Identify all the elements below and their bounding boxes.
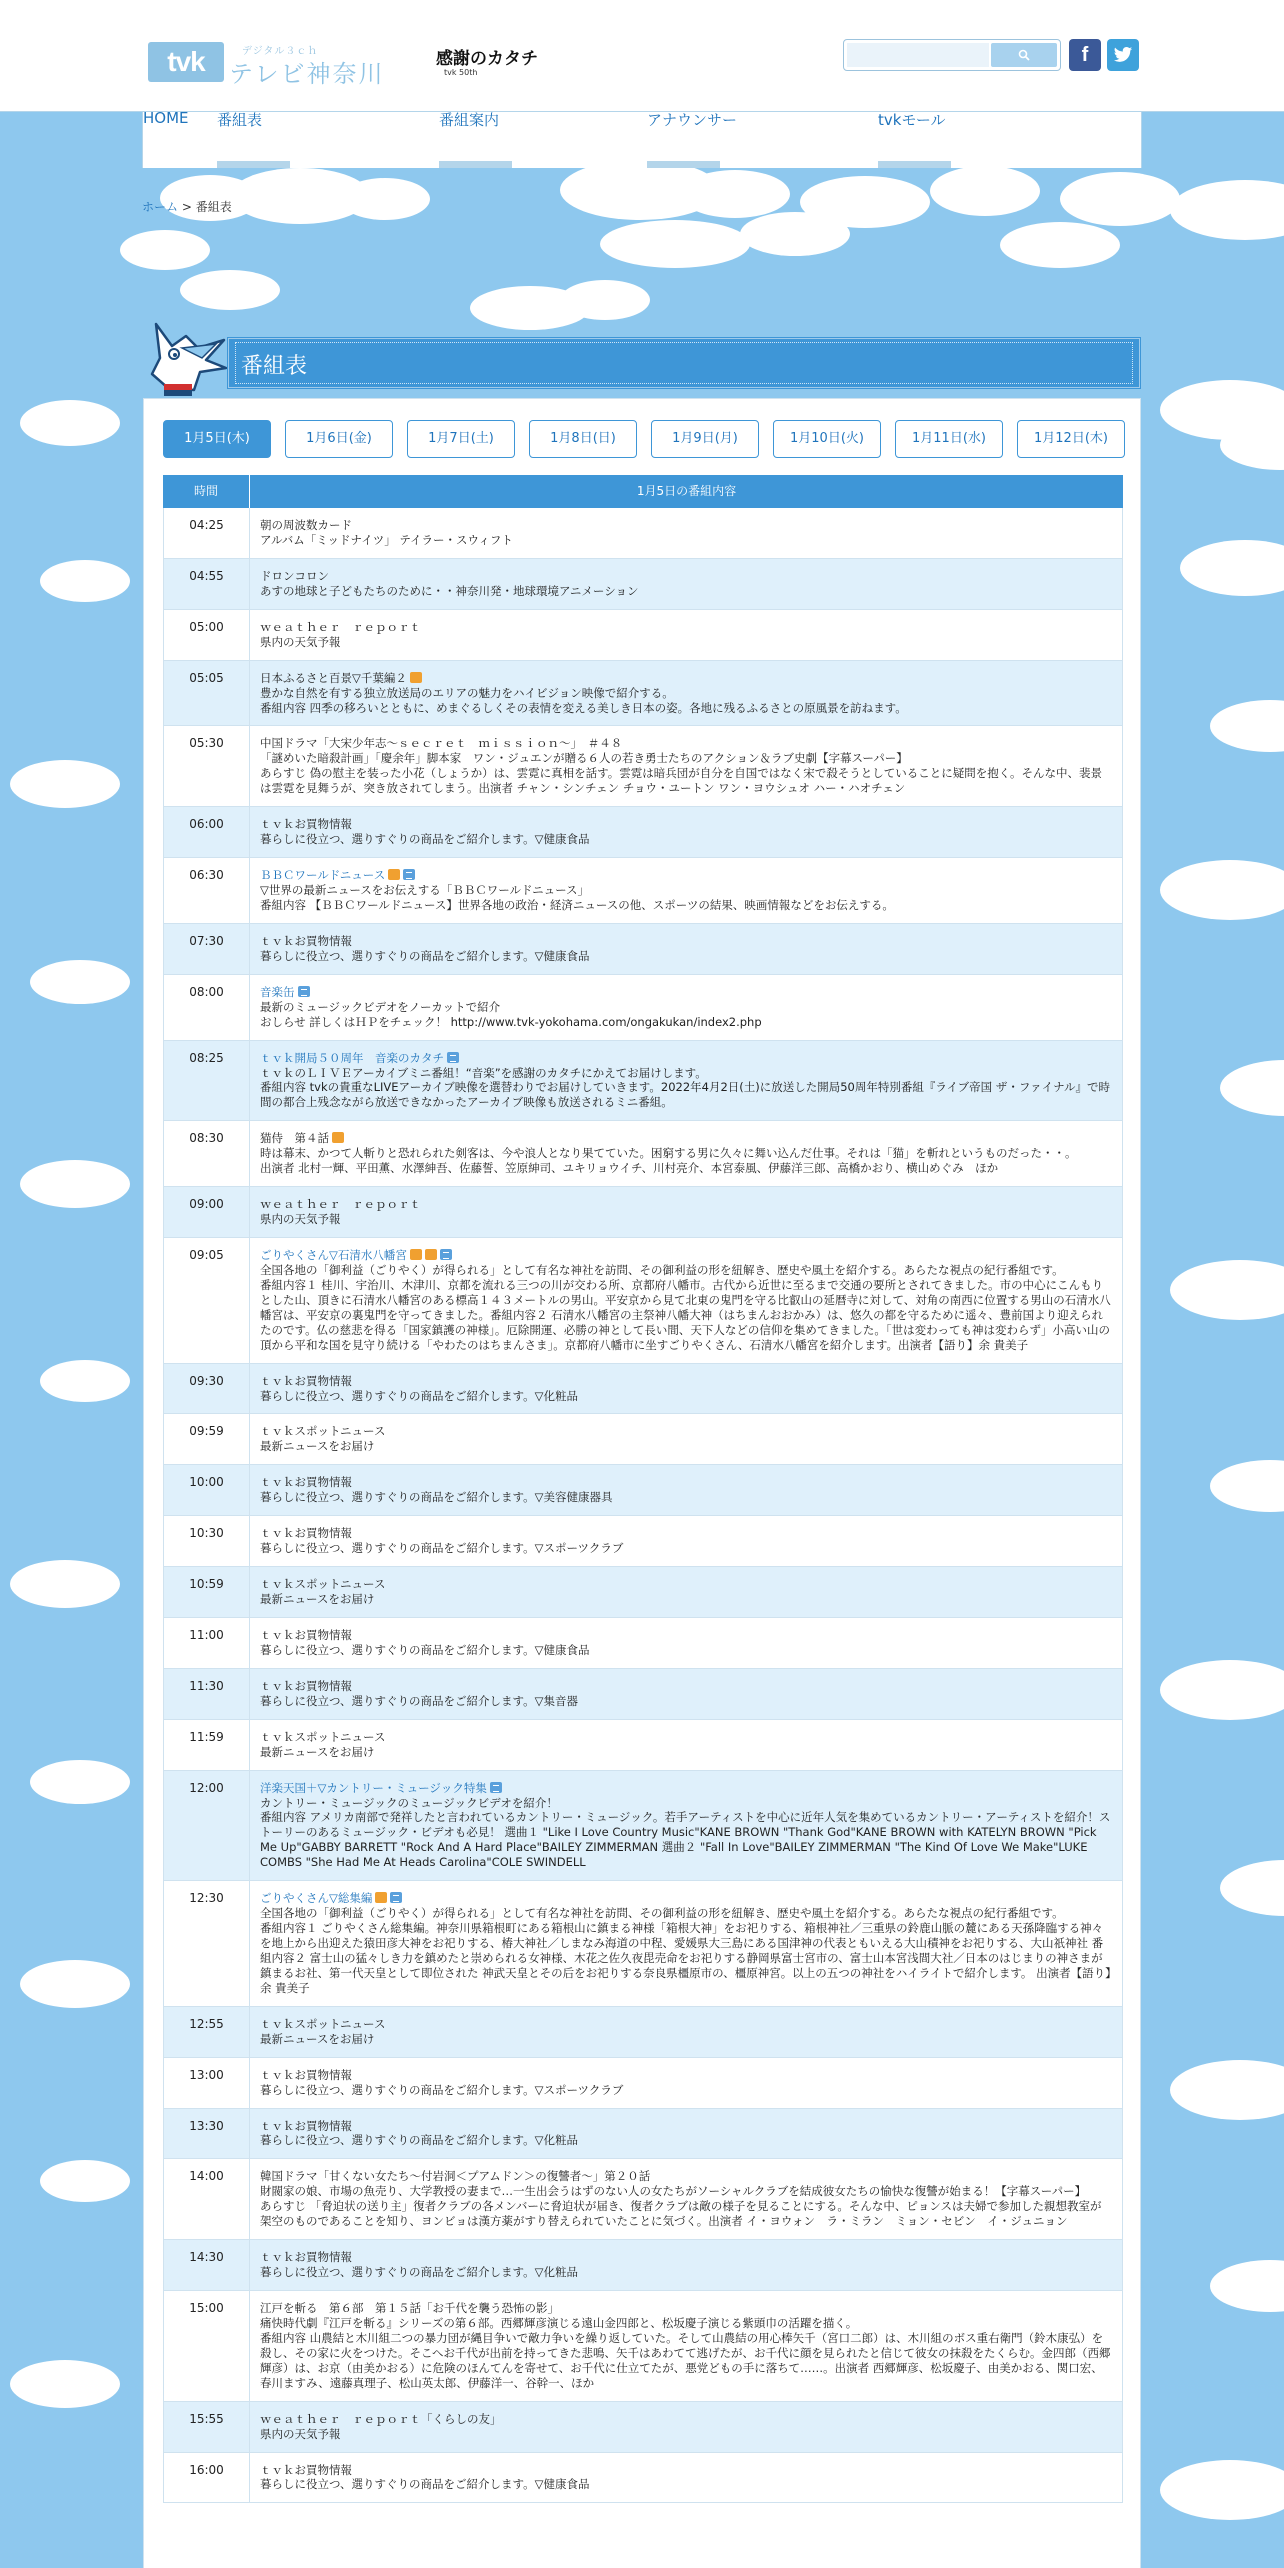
row-content [250, 2109, 1123, 2159]
date-tab[interactable]: 1月11日(水) [895, 420, 1003, 458]
nav-underline [217, 161, 290, 168]
row-time: 09:05 [163, 1238, 250, 1363]
cloud-shape [1170, 1260, 1284, 1320]
search-box [843, 39, 1061, 71]
program-title: 韓国ドラマ「甘くない女たち～付岩洞＜プアムドン＞の復讐者～」第２０話 [260, 2169, 651, 2184]
program-description: 暮らしに役立つ、選りすぐりの商品をご紹介します。▽健康食品 [260, 832, 590, 847]
table-row [163, 1720, 1123, 1771]
row-content [250, 1669, 1123, 1719]
tvk-logo[interactable] [145, 42, 407, 88]
cloud-shape [180, 270, 280, 310]
table-row [163, 1187, 1123, 1238]
data-broadcast-icon [390, 1892, 402, 1903]
data-broadcast-icon [447, 1052, 459, 1063]
date-tab[interactable]: 1月10日(火) [773, 420, 881, 458]
row-time: 08:30 [163, 1121, 250, 1186]
program-title: ｔｖｋスポットニュース [260, 2016, 386, 2031]
program-title: ｔｖｋスポットニュース [260, 1577, 386, 1592]
row-content [250, 1041, 1123, 1121]
row-time: 16:00 [163, 2453, 250, 2503]
row-time: 10:00 [163, 1465, 250, 1515]
program-title[interactable]: ごりやくさん▽石清水八幡宮 [260, 1248, 407, 1262]
cloud-shape [20, 1960, 130, 2008]
table-row [163, 1041, 1123, 1122]
program-description: 暮らしに役立つ、選りすぐりの商品をご紹介します。▽化粧品 [260, 2265, 578, 2280]
program-description: 最新ニュースをお届け [260, 1592, 375, 1606]
program-description: 全国各地の「御利益（ごりやく）が得られる」として有名な神社を訪問、その御利益の形を紐解き、歴史や風土を紹介する。あらたな視点の紀行番組です。 番組内容１ 桂川、宇治川、木津川、京都を流れる三つの川が交わる所、京都府八幡市。古代から近世に至るまで交通の要所とされてきました。市の中心にこんもりとした山、頂きに石清水八幡宮のある標高１４３メートルの男山。平安京から見て北東の鬼門を守る比叡山の延暦寺に対して、対角の南西に位置する男山の石清水八幡宮は、平安京の裏鬼門を守ってきました。番組内容２ 石清水八幡宮の主祭神八幡大神（はちまんおおかみ）は、悠久の都を守るために遥々、豊前国より迎えられたのです。仏の慈悲を得る「国家鎮護の神様」。厄除開運、必勝の神として長い間、天下人などの信仰を集めてきました。「世は変わっても神は変わらず」小高い山の頂から平和な国を見守り続ける「やわたのはちまんさま」。京都府八幡市に坐すごりやくさん、石清水八幡宮を紹介します。出演者【語り】余 貴美子 [260, 1262, 1111, 1352]
cloud-shape [10, 760, 120, 808]
row-content [250, 1465, 1123, 1515]
row-content [250, 975, 1123, 1040]
cloud-shape [1220, 1860, 1284, 1916]
subtitle-icon [410, 672, 422, 683]
nav-tvk-mall[interactable]: tvkモール [878, 111, 946, 129]
program-title: 朝の周波数カード [260, 518, 352, 532]
cloud-shape [1160, 1660, 1284, 1720]
data-broadcast-icon [440, 1249, 452, 1260]
program-description: 暮らしに役立つ、選りすぐりの商品をご紹介します。▽健康食品 [260, 2477, 590, 2492]
program-title: ｔｖｋお買物情報 [260, 2250, 352, 2265]
row-content [250, 508, 1123, 558]
row-time: 11:30 [163, 1669, 250, 1719]
search-icon [1018, 49, 1030, 61]
row-content [250, 2291, 1123, 2401]
row-content [250, 1364, 1123, 1414]
table-row [163, 726, 1123, 807]
table-row [163, 858, 1123, 924]
row-time: 15:00 [163, 2291, 250, 2401]
search-input[interactable] [847, 43, 989, 67]
program-title: ｔｖｋお買物情報 [260, 2067, 352, 2082]
cloud-shape [1160, 2460, 1284, 2520]
subtitle-icon [332, 1132, 344, 1143]
program-title: ｔｖｋお買物情報 [260, 817, 352, 832]
row-time: 11:59 [163, 1720, 250, 1770]
row-content [250, 2453, 1123, 2503]
row-time: 13:30 [163, 2109, 250, 2159]
row-time: 08:25 [163, 1041, 250, 1121]
row-time: 14:30 [163, 2240, 250, 2290]
program-title: ドロンコロン [260, 568, 329, 583]
table-row [163, 2159, 1123, 2240]
anniversary-title: 感謝のカタチ [436, 49, 538, 69]
date-tab[interactable]: 1月9日(月) [651, 420, 759, 458]
program-title: ｔｖｋお買物情報 [260, 933, 352, 948]
program-title: ｔｖｋスポットニュース [260, 1424, 386, 1439]
program-description: 最新のミュージックビデオをノーカットで紹介 おしらせ 詳しくはＨＰをチェック！ http://www.tvk-yokohama.com/ongakukan/index2.php [260, 999, 762, 1029]
row-time: 14:00 [163, 2159, 250, 2239]
program-title: ｔｖｋお買物情報 [260, 1475, 352, 1490]
row-time: 06:30 [163, 858, 250, 923]
cloud-shape [560, 280, 650, 320]
cloud-shape [1210, 2260, 1284, 2312]
table-row [163, 1414, 1123, 1465]
table-row [163, 661, 1123, 727]
program-description: 財閥家の娘、市場の魚売り、大学教授の妻まで…一生出会うはずのない人の女たちがソーシャルクラブを結成彼女たちの愉快な復讐が始まる！【字幕スーパー】 あらすじ 「脅迫状の送り主」復者クラブの各メンバーに脅迫状が届き、復者クラブは敵の様子を見ることにする。そんな中、ピョンスは夫婦で参加した親想教室が架空のものであることを知り、ヨンビョは漢方薬がすり替えられていたことに気づく。出演者 イ・ヨウォン ラ・ミラン ミョン・セビン イ・ジュニョン [260, 2184, 1102, 2229]
date-tab[interactable]: 1月7日(土) [407, 420, 515, 458]
date-tab[interactable]: 1月8日(日) [529, 420, 637, 458]
program-title[interactable]: ごりやくさん▽総集編 [260, 1891, 373, 1906]
cloud-shape [1060, 172, 1180, 226]
table-row [163, 1881, 1123, 2007]
program-description: ▽世界の最新ニュースをお伝えする「ＢＢＣワールドニュース」 番組内容 【ＢＢＣワールドニュース】世界各地の政治・経済ニュースの他、スポーツの結果、映画情報などをお伝えする。 [260, 883, 894, 912]
row-time: 12:00 [163, 1771, 250, 1881]
data-broadcast-icon [490, 1782, 502, 1793]
breadcrumb-current: 番組表 [195, 200, 232, 214]
subtitle-icon [375, 1892, 387, 1903]
row-content [250, 924, 1123, 974]
program-description: 暮らしに役立つ、選りすぐりの商品をご紹介します。▽化粧品 [260, 1388, 578, 1403]
row-content [250, 559, 1123, 609]
nav-home[interactable]: HOME [143, 109, 189, 127]
search-button[interactable] [991, 43, 1057, 67]
table-row [163, 1669, 1123, 1720]
row-time: 09:30 [163, 1364, 250, 1414]
table-row [163, 1364, 1123, 1415]
program-title[interactable]: ｔｖｋ開局５０周年 音楽のカタチ [260, 1050, 444, 1065]
program-title: ｗｅａｔｈｅｒ ｒｅｐｏｒｔ [260, 619, 421, 634]
anniversary-sub: tvk 50th [444, 68, 478, 77]
program-title: ｔｖｋお買物情報 [260, 1627, 352, 1642]
cloud-shape [1220, 1060, 1284, 1116]
table-row [163, 1771, 1123, 1882]
row-content [250, 2159, 1123, 2239]
breadcrumb-home[interactable]: ホーム [142, 200, 179, 214]
table-row [163, 2058, 1123, 2109]
page-title-bar [228, 338, 1140, 388]
table-row [163, 2109, 1123, 2160]
cloud-shape [40, 2160, 130, 2202]
table-row [163, 508, 1123, 559]
program-description: 暮らしに役立つ、選りすぐりの商品をご紹介します。▽健康食品 [260, 1642, 590, 1657]
program-title[interactable]: ＢＢＣワールドニュース [260, 868, 386, 883]
program-description: カントリー・ミュージックのミュージックビデオを紹介！ 番組内容 アメリカ南部で発祥したと言われているカントリー・ミュージック。若手アーティストを中心に近年人気を集めているカントリー・アーティストを紹介！ストーリーのあるミュージック・ビデオも必見！ 選曲１ "Like I Love Country Music"KANE BROWN "Thank God"KANE BROWN with KATELYN BROWN "Pick Me Up"GABBY BARRETT "Rock And A Hard Place"BAILEY ZIMMERMAN 選曲２ "Fall In Love"BAILEY ZIMMERMAN "The Kind Of Love We Make"LUKE COMBS "She Had Me At Heads Carolina"COLE SWINDELL [260, 1795, 1111, 1870]
row-content [250, 1187, 1123, 1237]
row-time: 05:00 [163, 610, 250, 660]
table-row [163, 1618, 1123, 1669]
site-header [0, 0, 1284, 112]
program-description: 最新ニュースをお届け [260, 1744, 375, 1759]
page-title: 番組表 [241, 354, 308, 379]
program-title: ｔｖｋお買物情報 [260, 1373, 352, 1388]
table-row [163, 1238, 1123, 1364]
row-content [250, 1720, 1123, 1770]
program-description: 県内の天気予報 [260, 2426, 341, 2441]
row-content [250, 2402, 1123, 2452]
row-content [250, 1881, 1123, 2006]
cloud-shape [930, 166, 1040, 216]
row-content [250, 807, 1123, 857]
row-time: 06:00 [163, 807, 250, 857]
row-time: 08:00 [163, 975, 250, 1040]
program-title[interactable]: 洋楽天国＋▽カントリー・ミュージック特集 [260, 1780, 487, 1795]
row-time: 05:05 [163, 661, 250, 726]
table-row [163, 2453, 1123, 2504]
nav-program-info[interactable]: 番組案内 [439, 111, 500, 129]
row-time: 12:55 [163, 2007, 250, 2057]
cloud-shape [120, 230, 210, 270]
program-description: 暮らしに役立つ、選りすぐりの商品をご紹介します。▽美容健康器具 [260, 1490, 613, 1505]
cloud-shape [40, 1360, 130, 1402]
row-content [250, 1618, 1123, 1668]
program-description: 暮らしに役立つ、選りすぐりの商品をご紹介します。▽スポーツクラブ [260, 1541, 624, 1556]
row-time: 10:30 [163, 1516, 250, 1566]
program-description: 県内の天気予報 [260, 1212, 341, 1227]
row-content [250, 858, 1123, 923]
table-row [163, 2291, 1123, 2402]
table-header-time: 時間 [163, 475, 250, 508]
cloud-shape [30, 960, 130, 1004]
subtitle-icon [410, 1249, 422, 1260]
program-title: ｗｅａｔｈｅｒ ｒｅｐｏｒｔ「くらしの友」 [260, 2411, 502, 2426]
table-row [163, 610, 1123, 661]
row-content [250, 2007, 1123, 2057]
data-broadcast-icon [403, 869, 415, 880]
row-content [250, 1238, 1123, 1363]
table-row [163, 2402, 1123, 2453]
row-time: 09:00 [163, 1187, 250, 1237]
row-time: 05:30 [163, 726, 250, 806]
row-content [250, 1771, 1123, 1881]
subtitle-icon [425, 1249, 437, 1260]
program-description: 暮らしに役立つ、選りすぐりの商品をご紹介します。▽化粧品 [260, 2133, 578, 2148]
row-time: 04:25 [163, 508, 250, 558]
table-header-content: 1月5日の番組内容 [250, 475, 1123, 508]
table-row [163, 2007, 1123, 2058]
schedule-table [163, 508, 1123, 2503]
program-description: 最新ニュースをお届け [260, 2031, 375, 2046]
program-title: 日本ふるさと百景▽千葉編２ [260, 670, 407, 685]
program-description: 暮らしに役立つ、選りすぐりの商品をご紹介します。▽集音器 [260, 1693, 578, 1708]
program-description: 時は幕末、かつて人斬りと恐れられた剣客は、今や浪人となり果てていた。困窮する男に久々に舞い込んだ仕事。それは「猫」を斬れというものだった・・。 出演者 北村一輝、平田薫、水澤紳吾、佐藤誓、笠原紳司、ユキリョウイチ、川村亮介、本宮泰風、伊藤洋三郎、高橋かおり、横山めぐみ ほか [260, 1146, 1077, 1176]
cloud-shape [1210, 1460, 1284, 1512]
cloud-shape [680, 170, 790, 218]
row-content [250, 661, 1123, 726]
table-row [163, 1516, 1123, 1567]
nav-underline [647, 161, 720, 168]
program-description: 「謎めいた暗殺計画」「慶余年」脚本家 ワン・ジュエンが贈る６人の若き勇士たちのアクション＆ラブ史劇【字幕スーパー】 あらすじ 偽の慰主を装った小花（しょうか）は、雲霓に真相を話す。雲霓は暗兵団が自分を自国ではなく宋で殺そうとしていることに疑問を抱く。そんな中、裴景は雲霓を見舞うが、突き放されてしまう。出演者 チャン・シンチェン チョウ・ユートン ワン・ヨウシュオ ハー・ハオチェン [260, 751, 1102, 796]
program-title: ｔｖｋお買物情報 [260, 1678, 352, 1693]
row-content [250, 2240, 1123, 2290]
mascot-icon [142, 318, 230, 400]
date-tab[interactable]: 1月12日(木) [1017, 420, 1125, 458]
cloud-shape [740, 212, 850, 256]
program-title: ｔｖｋお買物情報 [260, 1526, 352, 1541]
cloud-shape [1180, 540, 1284, 596]
row-time: 10:59 [163, 1567, 250, 1617]
nav-underline [878, 161, 951, 168]
table-row [163, 924, 1123, 975]
row-content [250, 1121, 1123, 1186]
cloud-shape [1160, 860, 1284, 920]
global-nav [142, 109, 1142, 168]
row-time: 12:30 [163, 1881, 250, 2006]
program-description: 豊かな自然を有する独立放送局のエリアの魅力をハイビジョン映像で紹介する。 番組内容 四季の移ろいとともに、めまぐるしくその表情を変える美しき日本の姿。各地に残るふるさとの原風景を訪ねます。 [260, 685, 907, 715]
cloud-shape [30, 1760, 130, 1804]
row-content [250, 1516, 1123, 1566]
nav-program-guide[interactable]: 番組表 [217, 111, 263, 129]
twitter-icon[interactable] [1107, 39, 1139, 71]
table-row [163, 1121, 1123, 1187]
cloud-shape [20, 1160, 130, 1208]
program-description: 暮らしに役立つ、選りすぐりの商品をご紹介します。▽スポーツクラブ [260, 2082, 624, 2097]
cloud-shape [1210, 700, 1284, 752]
nav-announcers[interactable]: アナウンサー [647, 111, 738, 129]
program-description: 暮らしに役立つ、選りすぐりの商品をご紹介します。▽健康食品 [260, 948, 590, 963]
cloud-shape [1170, 180, 1284, 240]
row-time: 09:59 [163, 1414, 250, 1464]
schedule-panel [143, 398, 1141, 2568]
cloud-shape [40, 560, 130, 602]
program-description: 県内の天気予報 [260, 634, 341, 649]
program-title: 江戸を斬る 第６部 第１５話「お千代を襲う恐怖の影」 [260, 2301, 559, 2315]
logo-badge: tvk [148, 42, 224, 82]
program-title: ｔｖｋスポットニュース [260, 1729, 386, 1744]
row-time: 13:00 [163, 2058, 250, 2108]
anniversary-logo[interactable] [436, 42, 538, 82]
program-title: 中国ドラマ「大宋少年志～ｓｅｃｒｅｔ ｍｉｓｓｉｏｎ～」 ＃４８ [260, 736, 623, 751]
program-title: ｗｅａｔｈｅｒ ｒｅｐｏｒｔ [260, 1197, 421, 1212]
table-row [163, 807, 1123, 858]
facebook-icon[interactable]: f [1069, 39, 1101, 71]
program-description: アルバム「ミッドナイツ」 テイラー・スウィフト [260, 532, 513, 547]
program-description: 痛快時代劇『江戸を斬る』シリーズの第６部。西郷輝彦演じる遠山金四郎と、松坂慶子演じる紫頭巾の活躍を描く。 番組内容 山農結と木川組二つの暴力団が縄目争いで敵力争いを繰り返していた。そして山農結の用心棒矢千（宮口二郎）は、木川組のボス重右衛門（鈴木康弘）を殺し、その家に火をつけた。そこへお千代が出前を持ってきた悲鳴、矢千はあわてて逃げたが、お千代に顔を見られたと信じて彼女の抹殺をたくらむ。金四郎（西郷輝彦）は、お京（由美かおる）に危険のほんてんを寄せて、お千代に仕立てたが、悪党どもの手に落ちて……。出演者 西郷輝彦、松坂慶子、由美かおる、関口宏、春川ますみ、遠藤真理子、松山英太郎、伊藤洋一、谷幹一、ほか [260, 2315, 1111, 2390]
program-title: ｔｖｋお買物情報 [260, 2118, 352, 2133]
cloud-shape [20, 400, 120, 446]
nav-underline [439, 161, 512, 168]
row-content [250, 1567, 1123, 1617]
data-broadcast-icon [298, 986, 310, 997]
program-description: 最新ニュースをお届け [260, 1439, 375, 1454]
cloud-shape [10, 2360, 120, 2408]
row-time: 07:30 [163, 924, 250, 974]
row-content [250, 1414, 1123, 1464]
date-tab[interactable]: 1月5日(木) [163, 420, 271, 458]
subtitle-icon [388, 869, 400, 880]
table-row [163, 1465, 1123, 1516]
table-row [163, 2240, 1123, 2291]
breadcrumb [142, 198, 232, 215]
table-row [163, 559, 1123, 610]
program-title: ｔｖｋお買物情報 [260, 2462, 352, 2477]
cloud-shape [340, 178, 430, 220]
table-row [163, 1567, 1123, 1618]
cloud-shape [10, 1560, 120, 1608]
breadcrumb-separator: > [178, 200, 196, 214]
table-row [163, 975, 1123, 1041]
program-title[interactable]: 音楽缶 [260, 984, 295, 999]
program-title: 猫侍 第４話 [260, 1131, 329, 1146]
cloud-shape [600, 220, 750, 268]
row-time: 04:55 [163, 559, 250, 609]
cloud-shape [1000, 222, 1120, 268]
program-description: ｔｖｋのＬＩＶＥアーカイブミニ番組！“音楽”を感謝のカタチにかえてお届けします。 番組内容 tvkの貴重なLIVEアーカイブ映像を選替わりでお届けしていきます。2022年4月2日(土)に放送した開局50周年特別番組『ライブ帝国 ザ・ファイナル』で時間の都合上残念ながら放送できなかったアーカイブ映像も放送されるミニ番組。 [260, 1065, 1111, 1110]
date-tab[interactable]: 1月6日(金) [285, 420, 393, 458]
logo-subtitle: デジタル３ｃｈ [242, 46, 319, 57]
row-content [250, 2058, 1123, 2108]
row-time: 11:00 [163, 1618, 250, 1668]
logo-name: テレビ神奈川 [229, 60, 385, 88]
program-description: 全国各地の「御利益（ごりやく）が得られる」として有名な神社を訪問、その御利益の形を紐解き、歴史や風土を紹介する。あらたな視点の紀行番組です。 番組内容１ ごりやくさん総集編。神奈川県箱根町にある箱根山に鎮まる神様「箱根大神」をお祀りする、箱根神社／三重県の鈴鹿山脈の麓にある天孫降臨する神々を地上から出迎えた猿田彦大神をお祀りする、椿大神社／しまなみ海道の中程、愛媛県大三島にある国津神の代表ともいえる大山積神をお祀りする、大山祇神社 番組内容２ 富士山の猛々しき力を鎮めたと崇められる女神様、木花之佐久夜毘売命をお祀りする静岡県富士宮市の、富士山本宮浅間大社／日本のはじまりの神さまが鎮まるお社、第一代天皇として即位された 神武天皇とその后をお祀りする奈良県橿原市の、橿原神宮。以上の五つの神社をハイライトで紹介します。 出演者【語り】余 貴美子 [260, 1906, 1111, 1995]
row-content [250, 610, 1123, 660]
row-content [250, 726, 1123, 806]
program-description: あすの地球と子どもたちのために・・神奈川発・地球環境アニメーション [260, 583, 639, 598]
cloud-shape [1170, 2060, 1284, 2120]
title-bar-inner [235, 342, 1133, 384]
row-time: 15:55 [163, 2402, 250, 2452]
